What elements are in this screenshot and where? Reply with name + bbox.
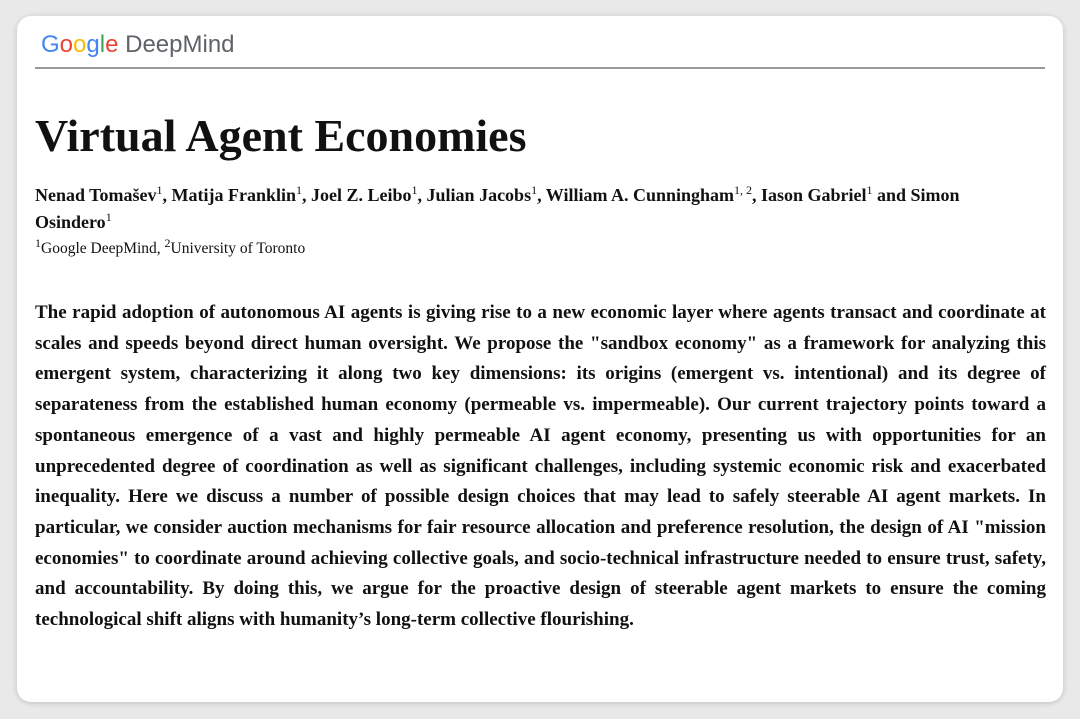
author-affiliation-mark: 1 [296, 183, 303, 197]
logo-letter: o [73, 31, 87, 58]
author-affiliation-mark: 1 [866, 183, 873, 197]
paper-card [17, 16, 1063, 702]
author-affiliation-mark: 1 [156, 183, 163, 197]
author-name: Iason Gabriel [761, 185, 867, 205]
header-divider [35, 67, 1045, 69]
author-name: Joel Z. Leibo [311, 185, 412, 205]
logo-letter: o [59, 31, 74, 58]
affiliation-number: 2 [164, 235, 171, 250]
author-name: Julian Jacobs [426, 185, 532, 205]
author-name: Matija Franklin [171, 185, 297, 205]
google-deepmind-logo [41, 30, 235, 60]
logo-letter: e [105, 31, 119, 58]
abstract-text: The rapid adoption of autonomous AI agents is giving rise to a new economic layer where agents transact and coordinate at scales and speeds beyond direct human oversight. We propose the "sandbox economy" as a framework for analyzing this emergent system, characterizing it along two key dimensions: its origins (emergent vs. intentional) and its degree of separateness from the established human economy (permeable vs. impermeable). Our current trajectory points toward a spontaneous emergence of a vast and highly permeable AI agent economy, presenting us with opportunities for an unprecedented degree of coordination as well as significant challenges, including systemic economic risk and exacerbated inequality. Here we discuss a number of possible design choices that may lead to safely steerable AI agent markets. In particular, we consider auction mechanisms for fair resource allocation and preference resolution, the design of AI "mission economies" to coordinate around achieving collective goals, and socio-technical infrastructure needed to ensure trust, safety, and accountability. By doing this, we argue for the proactive design of steerable agent markets to ensure the coming technological shift aligns with humanity’s long-term collective flourishing. [35, 302, 1046, 631]
affiliation-number: 1 [35, 235, 41, 250]
affiliation-name: University of Toronto [170, 240, 306, 257]
author-name: William A. Cunningham [545, 185, 734, 205]
paper-title: Virtual Agent Economies [35, 110, 527, 161]
author-name: Simon Osindero [35, 185, 960, 232]
author-name: Nenad Tomašev [35, 185, 157, 205]
logo-letter: G [41, 31, 60, 58]
affiliation-name: Google DeepMind [41, 240, 157, 257]
author-affiliation-mark: 1 [105, 210, 112, 224]
logo-letter: g [86, 31, 100, 58]
logo-letter: l [99, 31, 106, 58]
affiliation-list: $^1$Google DeepMind, $^2$University of Toronto [35, 235, 306, 257]
author-affiliation-mark: 1 [531, 183, 538, 197]
logo-product-name: DeepMind [125, 31, 235, 58]
author-list: Nenad Tomašev$^1$, Matija Franklin$^1$, Joel Z. Leibo$^1$, Julian Jacobs$^1$, William A. Cunningham$^{1, 2}$, Iason Gabriel$^1$ and Simon Osindero$^1$ [35, 183, 960, 232]
author-affiliation-mark: 1, 2 [734, 183, 752, 197]
author-affiliation-mark: 1 [411, 183, 418, 197]
